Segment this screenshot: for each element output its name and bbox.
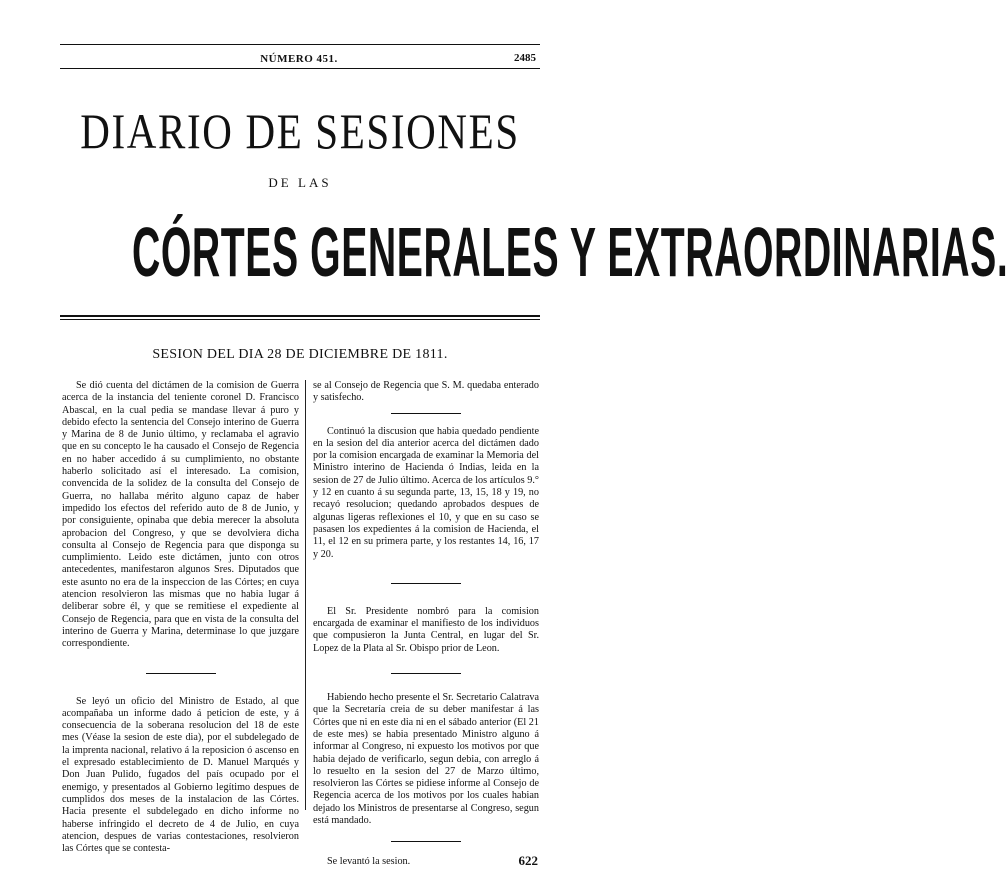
separator xyxy=(391,673,461,674)
column-divider xyxy=(305,380,306,810)
separator xyxy=(391,583,461,584)
header-rule xyxy=(60,68,540,69)
paragraph-closing: Se levantó la sesion. xyxy=(327,856,411,868)
paragraph-calatrava: Habiendo hecho presente el Sr. Secretario Calatrava que la Secretaría creia de su deber manifestar á las Córtes que ni en este dia ni en el sábado anterior (El 21 de este mes) se habia presentado Ministro alguno á informar al Congreso, ni expuesto los motivos por que habia dejado de verificarlo, segun debia, con arreglo á lo resuelto en la sesion del 27 de Marzo último, resolvieron las Córtes se pidiese informe al Consejo de Regencia acerca de los motivos por los cuales habian dejado los Ministros de presentarse al Congreso, segun está mandado. xyxy=(313,692,539,827)
paragraph-presidente: El Sr. Presidente nombró para la comision encargada de examinar el manifiesto de los individuos que compusieron la Junta Central, en lugar del Sr. Lopez de la Plata al Sr. Obispo prior de Leon. xyxy=(313,605,539,654)
paragraph-abascal: Se dió cuenta del dictámen de la comision de Guerra acerca de la instancia del teniente coronel D. Francisco Abascal, en la cual pedia se mandase llevar á puro y debido efecto la sentencia del Consejo interino de Guerra y Marina de 8 de Junio último, y reclamaba el agravio que en su concepto le ha causado el Consejo de Regencia en no haber accedido á su cumplimiento, no obstante haberlo solicitado así el interesado. La comision, convencida de la solidez de la consulta del Consejo de Guerra, no hallaba mérito alguno capaz de haber impedido los efectos del referido auto de 8 de Junio, y por consiguiente, opinaba que debia merecer la absoluta aprobacion del Congreso, y que se devolviera dicha consulta al Consejo de Regencia para que disponga su cumplimiento. Leido este dictámen, junto con otros antecedentes, manifestaron algunos Sres. Diputados que este asunto no era de la inspeccion de las Córtes; en cuya atencion resolvieron las mismas que no habia lugar á deliberar sobre él, y que se remitiese el expediente al Consejo de Regencia, para que en vista de la consulta del interino de Guerra y Marina, determinase lo que juzgare correspondiente. xyxy=(62,380,299,650)
paragraph-ministro-estado: Se leyó un oficio del Ministro de Estado, al que acompañaba un informe dado á peticion de este, y á consecuencia de la soberana resolucion del 18 de este mes (Véase la sesion de este dia), por el subdelegado de la imprenta nacional, relativo á la reposicion ó ascenso en el expresado establecimiento de D. Manuel Marqués y Don Juan Pulido, fugados del país ocupado por el enemigo, y presentados al Gobierno legítimo despues de cumplidos dos meses de la instalacion de las Córtes. Hacia presente el subdelegado en dicho informe no haberse infringido el decreto de 4 de Julio, en cuya atencion, despues de varias contestaciones, resolvieron las Córtes que se contesta- xyxy=(62,695,299,855)
masthead-subtitle: DE LAS xyxy=(268,175,332,190)
sheet-number: 622 xyxy=(518,853,538,868)
top-rule xyxy=(60,44,540,45)
separator xyxy=(146,673,216,674)
masthead-rule-top xyxy=(60,315,540,317)
paragraph-hacienda: Continuó la discusion que habia quedado pendiente en la sesion del dia anterior acerca del dictámen dado por la comision encargada de examinar la Memoria del Ministro interino de Hacienda ó Indias, leida en la sesion de 27 de Julio último. Acerca de los artículos 9.° y 12 en cuanto á su segunda parte, 13, 15, 18 y 19, no recayó resolucion; quedando aprobados despues de algunas ligeras reflexiones el 10, y que en su caso se pasasen los expedientes á la comision de Hacienda, el 11, el 12 en su primera parte, y los restantes 14, 16, 17 y 20. xyxy=(313,425,539,560)
right-column xyxy=(313,380,539,869)
masthead-title: DIARIO DE SESIONES xyxy=(80,103,520,159)
separator xyxy=(391,841,461,842)
left-column xyxy=(62,380,299,855)
issue-number: NÚMERO 451. xyxy=(260,53,338,65)
separator xyxy=(391,413,461,414)
paragraph-continuation: se al Consejo de Regencia que S. M. quedaba enterado y satisfecho. xyxy=(313,380,539,404)
masthead-rule-bottom xyxy=(60,319,540,320)
masthead-assembly: CÓRTES GENERALES Y EXTRAORDINARIAS. xyxy=(132,213,1008,291)
session-title: SESION DEL DIA 28 DE DICIEMBRE DE 1811. xyxy=(152,347,448,362)
page-number: 2485 xyxy=(514,52,536,64)
